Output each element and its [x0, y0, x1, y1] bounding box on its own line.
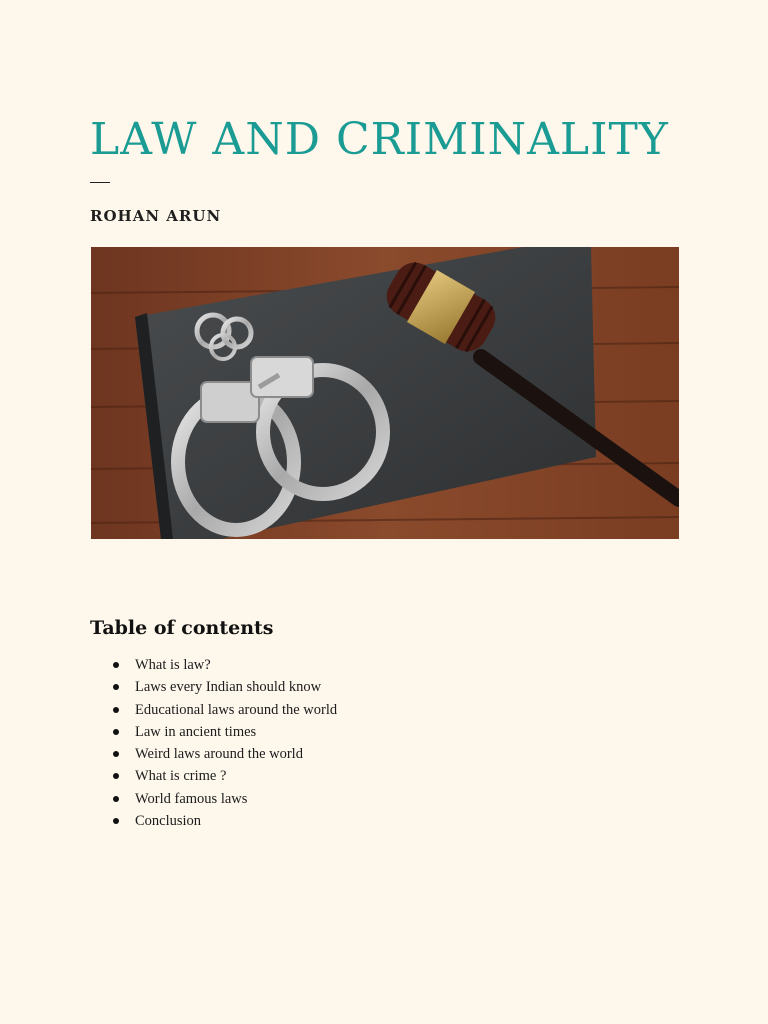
toc-item-label: What is law? — [135, 657, 211, 673]
bullet-icon — [113, 796, 119, 802]
bullet-icon — [113, 773, 119, 779]
hero-image — [91, 247, 679, 539]
handcuffs-and-gavel-icon — [91, 247, 679, 539]
toc-item — [110, 699, 337, 721]
toc-item-label: Conclusion — [135, 813, 202, 830]
toc-item — [110, 654, 337, 676]
bullet-icon — [113, 684, 119, 690]
bullet-icon — [113, 729, 119, 735]
bullet-icon — [113, 662, 119, 668]
bullet-icon — [113, 707, 119, 713]
toc-list — [110, 654, 337, 832]
toc-item-label: What is crime ? — [135, 768, 227, 785]
document-title: LAW AND CRIMINALITY — [90, 114, 669, 165]
toc-item — [110, 765, 337, 787]
toc-item — [110, 810, 337, 832]
toc-item-label: Law in ancient times — [135, 723, 257, 740]
toc-item — [110, 721, 337, 743]
toc-heading: Table of contents — [90, 617, 274, 639]
toc-item — [110, 788, 337, 810]
toc-item-label: Weird laws around the world — [135, 746, 303, 763]
title-divider — [90, 182, 110, 183]
bullet-icon — [113, 818, 119, 824]
toc-item-label: World famous laws — [135, 790, 248, 807]
toc-item — [110, 676, 337, 698]
toc-item-label: Laws every Indian should know — [135, 679, 322, 696]
bullet-icon — [113, 751, 119, 757]
author-name: ROHAN ARUN — [90, 207, 222, 225]
toc-item-label: Educational laws around the world — [135, 701, 338, 718]
toc-item — [110, 743, 337, 765]
